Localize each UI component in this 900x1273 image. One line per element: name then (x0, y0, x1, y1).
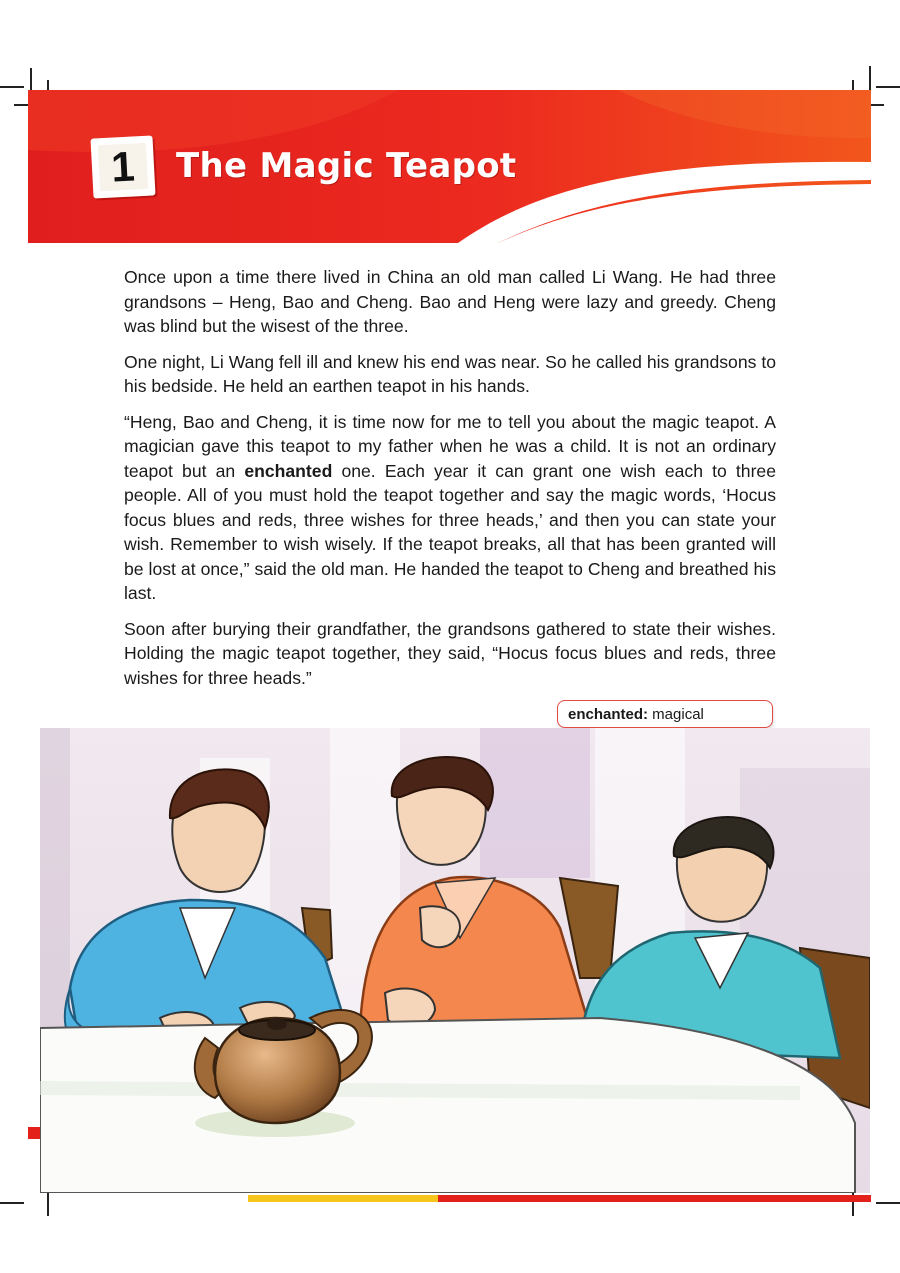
chapter-number-badge (90, 135, 155, 198)
chapter-banner (28, 90, 871, 243)
page-edge-mark (28, 1127, 40, 1139)
glossary-definition: magical (648, 706, 704, 723)
story-paragraph: Soon after burying their grandfather, the grandsons gathered to state their wishes. Holding the magic teapot together, they said, “Hocus focus blues and reds, three wishes for three heads.” (124, 618, 776, 688)
vocabulary-word: enchanted (244, 460, 333, 481)
chapter-title: The Magic Teapot (176, 146, 517, 186)
paragraph-text: “Heng, Bao and Cheng, it is time now for me to tell you about the magic teapot. A magician gave this teapot to my father when he was a child. It is not an ordinary teapot but an (124, 411, 776, 481)
bottom-bar-yellow (248, 1195, 438, 1202)
crop-mark (876, 1202, 900, 1204)
story-paragraph: One night, Li Wang fell ill and knew his end was near. So he called his grandsons to his bedside. He held an earthen teapot in his hands. (124, 351, 776, 396)
crop-mark (0, 86, 24, 88)
story-paragraph (124, 410, 776, 606)
paragraph-text: one. Each year it can grant one wish each to three people. All of you must hold the teapot together and say the magic words, ‘Hocus focus blues and reds, three wishes for three heads,’ and then you can state your wish. Remember to wish wisely. If the teapot breaks, all that has been granted will be lost at once,” said the old man. He handed the teapot to Cheng and breathed his last. (124, 460, 776, 603)
crop-mark (876, 86, 900, 88)
story-illustration (40, 728, 870, 1193)
crop-mark (47, 1192, 49, 1216)
bottom-bar-red (438, 1195, 871, 1202)
chapter-number: 1 (98, 143, 148, 191)
story-paragraph: Once upon a time there lived in China an old man called Li Wang. He had three grandsons – Heng, Bao and Cheng. Bao and Heng were lazy and greedy. Cheng was blind but the wisest of the three. (124, 267, 776, 336)
glossary-term: enchanted: (568, 706, 649, 723)
glossary-box (557, 700, 773, 728)
story-text (124, 265, 776, 701)
crop-mark (0, 1202, 24, 1204)
